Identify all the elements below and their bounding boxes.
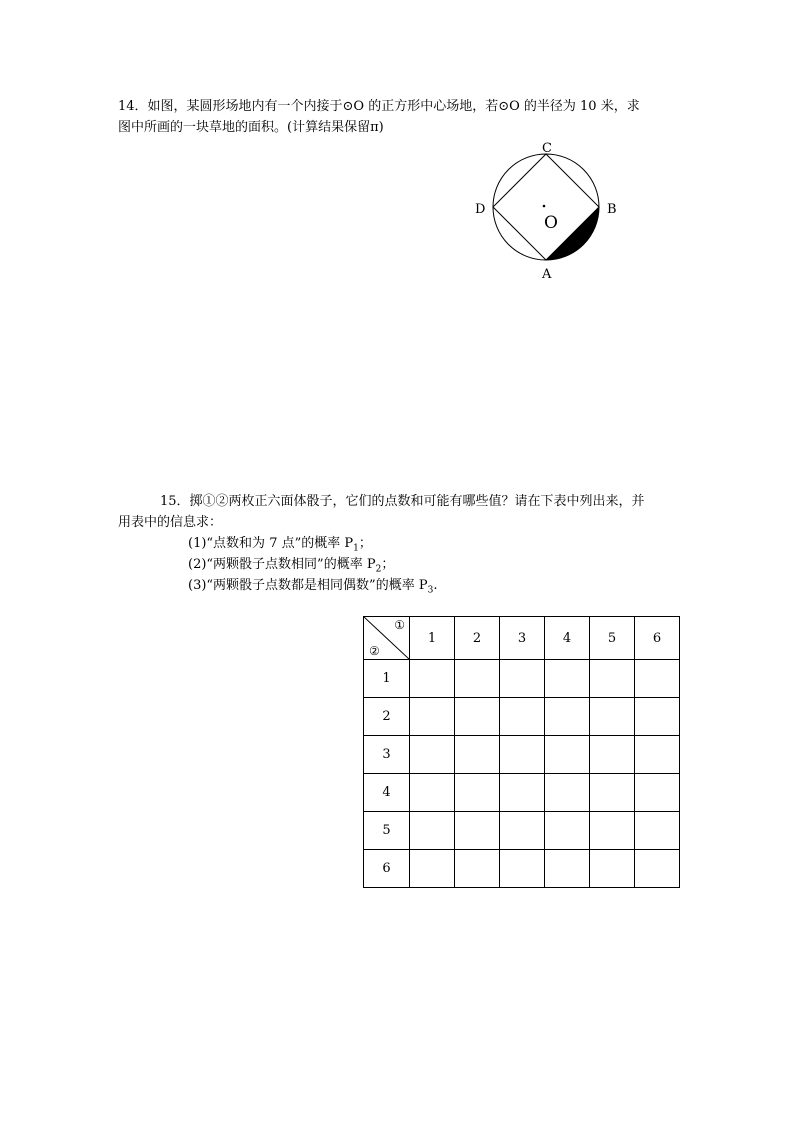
q14-line1: 14．如图，某圆形场地内有一个内接于⊙O 的正方形中心场地，若⊙O 的半径为 10 米，求 xyxy=(118,99,640,114)
answer-cell[interactable] xyxy=(455,698,500,736)
answer-cell[interactable] xyxy=(410,812,455,850)
answer-cell[interactable] xyxy=(500,698,545,736)
answer-cell[interactable] xyxy=(500,850,545,888)
answer-cell[interactable] xyxy=(635,774,680,812)
answer-cell[interactable] xyxy=(545,660,590,698)
answer-cell[interactable] xyxy=(455,660,500,698)
col-header: 4 xyxy=(545,617,590,660)
answer-cell[interactable] xyxy=(500,736,545,774)
die-one-label: ① xyxy=(394,618,405,632)
q15-item3: (3)“两颗骰子点数都是相同偶数”的概率 $P_3$. xyxy=(188,578,438,596)
table-corner-cell xyxy=(364,617,410,660)
answer-cell[interactable] xyxy=(635,812,680,850)
row-header: 6 xyxy=(364,850,410,888)
table-row xyxy=(364,698,680,736)
q15-item1: (1)“点数和为 7 点”的概率 $P_1$； xyxy=(188,536,372,554)
answer-cell[interactable] xyxy=(410,660,455,698)
q15-item2: (2)“两颗骰子点数相同”的概率 $P_2$； xyxy=(188,557,395,575)
circle-square-figure xyxy=(470,138,620,283)
q15-line2: 用表中的信息求： xyxy=(118,515,223,530)
table-row xyxy=(364,850,680,888)
answer-cell[interactable] xyxy=(590,812,635,850)
answer-cell[interactable] xyxy=(410,698,455,736)
answer-cell[interactable] xyxy=(590,660,635,698)
answer-cell[interactable] xyxy=(455,736,500,774)
answer-cell[interactable] xyxy=(545,736,590,774)
col-header: 6 xyxy=(635,617,680,660)
row-header: 2 xyxy=(364,698,410,736)
row-header: 4 xyxy=(364,774,410,812)
center-point xyxy=(543,205,546,208)
answer-cell[interactable] xyxy=(545,774,590,812)
q14-line2: 图中所画的一块草地的面积。(计算结果保留π) xyxy=(118,120,384,135)
answer-cell[interactable] xyxy=(410,850,455,888)
answer-cell[interactable] xyxy=(455,774,500,812)
label-c: C xyxy=(542,141,552,156)
answer-cell[interactable] xyxy=(635,850,680,888)
table-header-row xyxy=(364,617,680,660)
col-header: 1 xyxy=(410,617,455,660)
answer-cell[interactable] xyxy=(635,736,680,774)
label-o: O xyxy=(544,213,558,233)
die-two-label: ② xyxy=(369,644,380,658)
answer-cell[interactable] xyxy=(545,812,590,850)
label-d: D xyxy=(475,202,486,217)
dice-sum-table xyxy=(363,616,680,888)
table-row xyxy=(364,736,680,774)
row-header: 5 xyxy=(364,812,410,850)
table-row xyxy=(364,774,680,812)
label-b: B xyxy=(607,202,617,217)
col-header: 3 xyxy=(500,617,545,660)
table-row xyxy=(364,812,680,850)
answer-cell[interactable] xyxy=(590,736,635,774)
table-row xyxy=(364,660,680,698)
answer-cell[interactable] xyxy=(590,698,635,736)
answer-cell[interactable] xyxy=(500,812,545,850)
answer-cell[interactable] xyxy=(635,660,680,698)
answer-cell[interactable] xyxy=(590,850,635,888)
answer-cell[interactable] xyxy=(410,736,455,774)
label-a: A xyxy=(542,267,552,282)
row-header: 1 xyxy=(364,660,410,698)
answer-cell[interactable] xyxy=(500,774,545,812)
answer-cell[interactable] xyxy=(545,698,590,736)
answer-cell[interactable] xyxy=(500,660,545,698)
row-header: 3 xyxy=(364,736,410,774)
answer-cell[interactable] xyxy=(590,774,635,812)
answer-cell[interactable] xyxy=(635,698,680,736)
col-header: 5 xyxy=(590,617,635,660)
answer-cell[interactable] xyxy=(455,850,500,888)
col-header: 2 xyxy=(455,617,500,660)
answer-cell[interactable] xyxy=(455,812,500,850)
answer-cell[interactable] xyxy=(545,850,590,888)
q15-line1: 15．掷①②两枚正六面体骰子，它们的点数和可能有哪些值？请在下表中列出来，并 xyxy=(160,494,645,509)
answer-cell[interactable] xyxy=(410,774,455,812)
